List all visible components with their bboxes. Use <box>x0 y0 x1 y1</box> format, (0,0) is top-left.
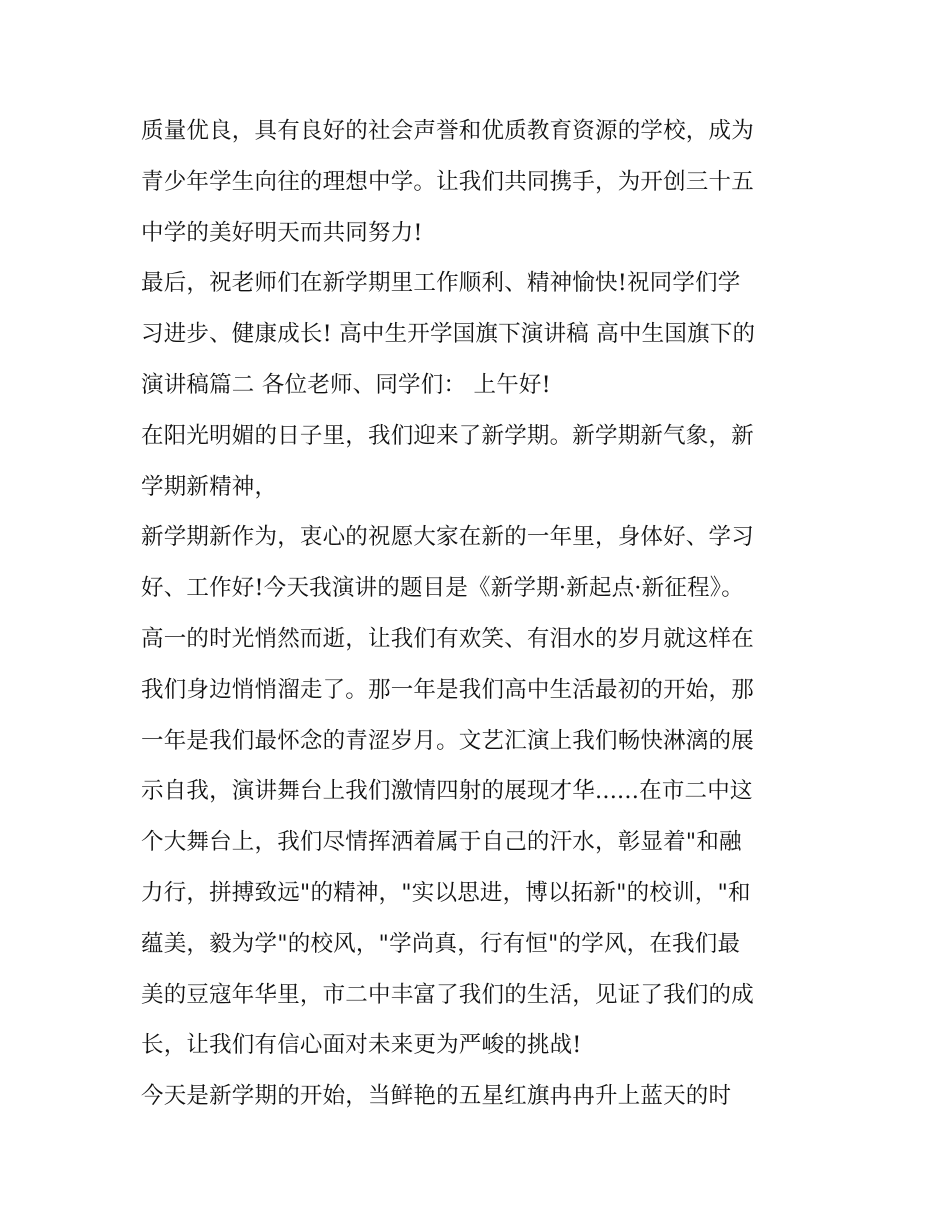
text-line: 中学的美好明天而共同努力! <box>141 219 423 246</box>
text-line: 蕴美，毅为学"的校风，"学尚真，行有恒"的学风，在我们最 <box>141 930 741 957</box>
text-line: 一年是我们最怀念的青涩岁月。文艺汇演上我们畅快淋漓的展 <box>141 727 754 754</box>
text-line: 在阳光明媚的日子里，我们迎来了新学期。新学期新气象，新 <box>141 422 754 449</box>
text-line: 好、工作好!今天我演讲的题目是《新学期·新起点·新征程》。 <box>141 575 744 602</box>
text-line: 演讲稿篇二 各位老师、同学们： 上午好! <box>141 371 551 398</box>
text-line: 新学期新作为，衷心的祝愿大家在新的一年里，身体好、学习 <box>141 524 754 551</box>
text-line: 习进步、健康成长! 高中生开学国旗下演讲稿 高中生国旗下的 <box>141 321 756 348</box>
text-line: 长，让我们有信心面对未来更为严峻的挑战! <box>141 1032 582 1059</box>
text-line: 我们身边悄悄溜走了。那一年是我们高中生活最初的开始，那 <box>141 676 754 703</box>
body-text <box>141 106 821 1122</box>
text-line: 示自我，演讲舞台上我们激情四射的展现才华......在市二中这 <box>141 778 753 805</box>
text-line: 青少年学生向往的理想中学。让我们共同携手，为开创三十五 <box>141 168 754 195</box>
text-line: 学期新精神， <box>141 473 278 500</box>
text-line: 质量优良，具有良好的社会声誉和优质教育资源的学校，成为 <box>141 118 754 144</box>
text-line: 力行，拼搏致远"的精神，"实以思进，博以拓新"的校训，"和 <box>141 879 751 906</box>
text-line: 今天是新学期的开始，当鲜艳的五星红旗冉冉升上蓝天的时 <box>141 1083 732 1110</box>
text-line: 个大舞台上，我们尽情挥洒着属于自己的汗水，彰显着"和融 <box>141 829 742 856</box>
text-line: 高一的时光悄然而逝，让我们有欢笑、有泪水的岁月就这样在 <box>141 625 754 652</box>
text-line: 美的豆寇年华里，市二中丰富了我们的生活，见证了我们的成 <box>141 981 754 1008</box>
text-line: 最后，祝老师们在新学期里工作顺利、精神愉快!祝同学们学 <box>141 270 741 297</box>
